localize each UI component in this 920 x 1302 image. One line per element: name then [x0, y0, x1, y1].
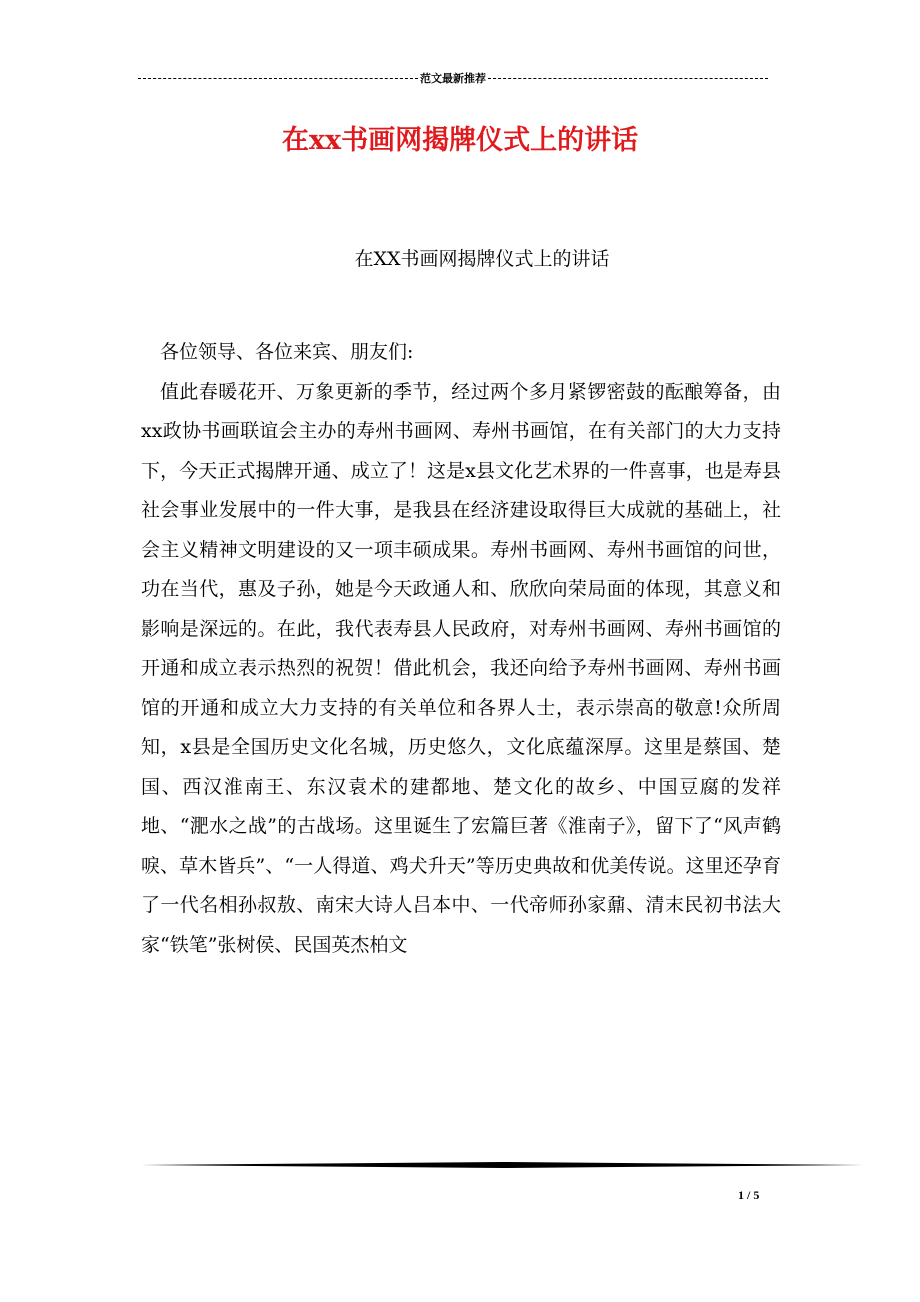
document-subtitle: 在XX书画网揭牌仪式上的讲话	[354, 248, 610, 270]
document-body	[141, 333, 781, 965]
header-dash-right	[488, 78, 768, 79]
page-header	[138, 70, 768, 86]
greeting-paragraph: 各位领导、各位来宾、朋友们:	[160, 341, 414, 363]
header-dash-left	[138, 78, 418, 79]
header-label: 范文最新推荐	[420, 72, 486, 85]
document-title: 在xx书画网揭牌仪式上的讲话	[281, 125, 639, 156]
body-paragraph: 值此春暖花开、万象更新的季节，经过两个多月紧锣密鼓的酝酿筹备，由xx政协书画联谊会主办的寿州书画网、寿州书画馆，在有关部门的大力支持下，今天正式揭牌开通、成立了！这是x县文化艺术界的一件喜事，也是寿县社会事业发展中的一件大事，是我县在经济建设取得巨大成就的基础上，社会主义精神文明建设的又一项丰硕成果。寿州书画网、寿州书画馆的问世，功在当代，惠及子孙，她是今天政通人和、欣欣向荣局面的体现，其意义和影响是深远的。在此，我代表寿县人民政府，对寿州书画网、寿州书画馆的开通和成立表示热烈的祝贺！借此机会，我还向给予寿州书画网、寿州书画馆的开通和成立大力支持的有关单位和各界人士，表示崇高的敬意!众所周知，x县是全国历史文化名城，历史悠久，文化底蕴深厚。这里是蔡国、楚国、西汉淮南王、东汉袁术的建都地、楚文化的故乡、中国豆腐的发祥地、“淝水之战”的古战场。这里诞生了宏篇巨著《淮南子》，留下了“风声鹤唳、草木皆兵”、“一人得道、鸡犬升天”等历史典故和优美传说。这里还孕育了一代名相孙叔敖、南宋大诗人吕本中、一代帝师孙家鼐、清末民初书法大家“铁笔”张树侯、民国英杰柏文	[141, 380, 781, 956]
footer-rule	[141, 1162, 863, 1168]
page-number: 1 / 5	[738, 1188, 760, 1202]
